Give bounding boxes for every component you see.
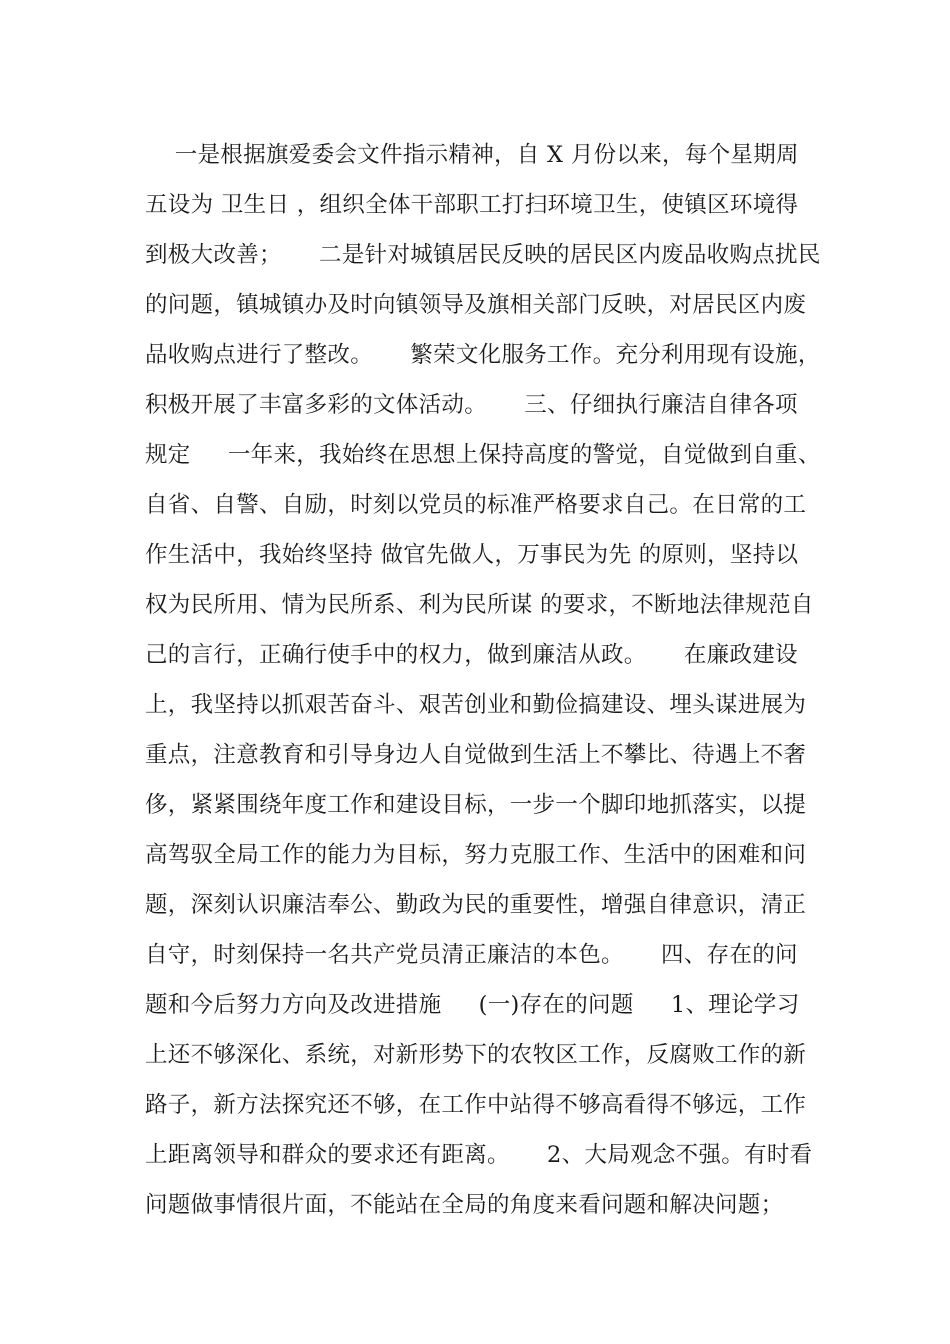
- text-line: 侈，紧紧围绕年度工作和建设目标，一步一个脚印地抓落实，以提: [145, 792, 807, 818]
- text-line: 己的言行，正确行使手中的权力，做到廉洁从政。 在廉政建设: [145, 642, 798, 668]
- body-text: [145, 130, 835, 1230]
- text-line: 上还不够深化、系统，对新形势下的农牧区工作，反腐败工作的新: [145, 1042, 807, 1068]
- text-line: 上距离领导和群众的要求还有距离。 2、大局观念不强。有时看: [145, 1142, 813, 1168]
- text-line: 规定 一年来，我始终在思想上保持高度的警觉，自觉做到自重、: [145, 442, 821, 468]
- text-line: 问题做事情很片面，不能站在全局的角度来看问题和解决问题；: [145, 1192, 784, 1218]
- text-line: 作生活中，我始终坚持 做官先做人，万事民为先 的原则，坚持以: [145, 542, 799, 568]
- text-line: 高驾驭全局工作的能力为目标，努力克服工作、生活中的困难和问: [145, 842, 807, 868]
- text-line: 题和今后努力方向及改进措施 (一)存在的问题 1、理论学习: [145, 992, 800, 1018]
- text-line: 自守，时刻保持一名共产党员清正廉洁的本色。 四、存在的问: [145, 942, 798, 968]
- text-line: 重点，注意教育和引导身边人自觉做到生活上不攀比、待遇上不奢: [145, 742, 807, 768]
- text-line: 到极大改善； 二是针对城镇居民反映的居民区内废品收购点扰民: [145, 242, 821, 268]
- text-line: 一是根据旗爱委会文件指示精神，自 X 月份以来，每个星期周: [145, 142, 799, 168]
- text-line: 题，深刻认识廉洁奉公、勤政为民的重要性，增强自律意识，清正: [145, 892, 807, 918]
- text-line: 上，我坚持以抓艰苦奋斗、艰苦创业和勤俭搞建设、埋头谋进展为: [145, 692, 807, 718]
- text-line: 的问题，镇城镇办及时向镇领导及旗相关部门反映，对居民区内废: [145, 292, 807, 318]
- text-line: 权为民所用、情为民所系、利为民所谋 的要求，不断地法律规范自: [145, 592, 814, 618]
- text-line: 路子，新方法探究还不够，在工作中站得不够高看得不够远，工作: [145, 1092, 807, 1118]
- text-line: 品收购点进行了整改。 繁荣文化服务工作。充分利用现有设施，: [145, 342, 821, 368]
- text-line: 积极开展了丰富多彩的文体活动。 三、仔细执行廉洁自律各项: [145, 392, 798, 418]
- text-line: 自省、自警、自励，时刻以党员的标准严格要求自己。在日常的工: [145, 492, 807, 518]
- text-line: 五设为 卫生日 ，组织全体干部职工打扫环境卫生，使镇区环境得: [145, 192, 799, 218]
